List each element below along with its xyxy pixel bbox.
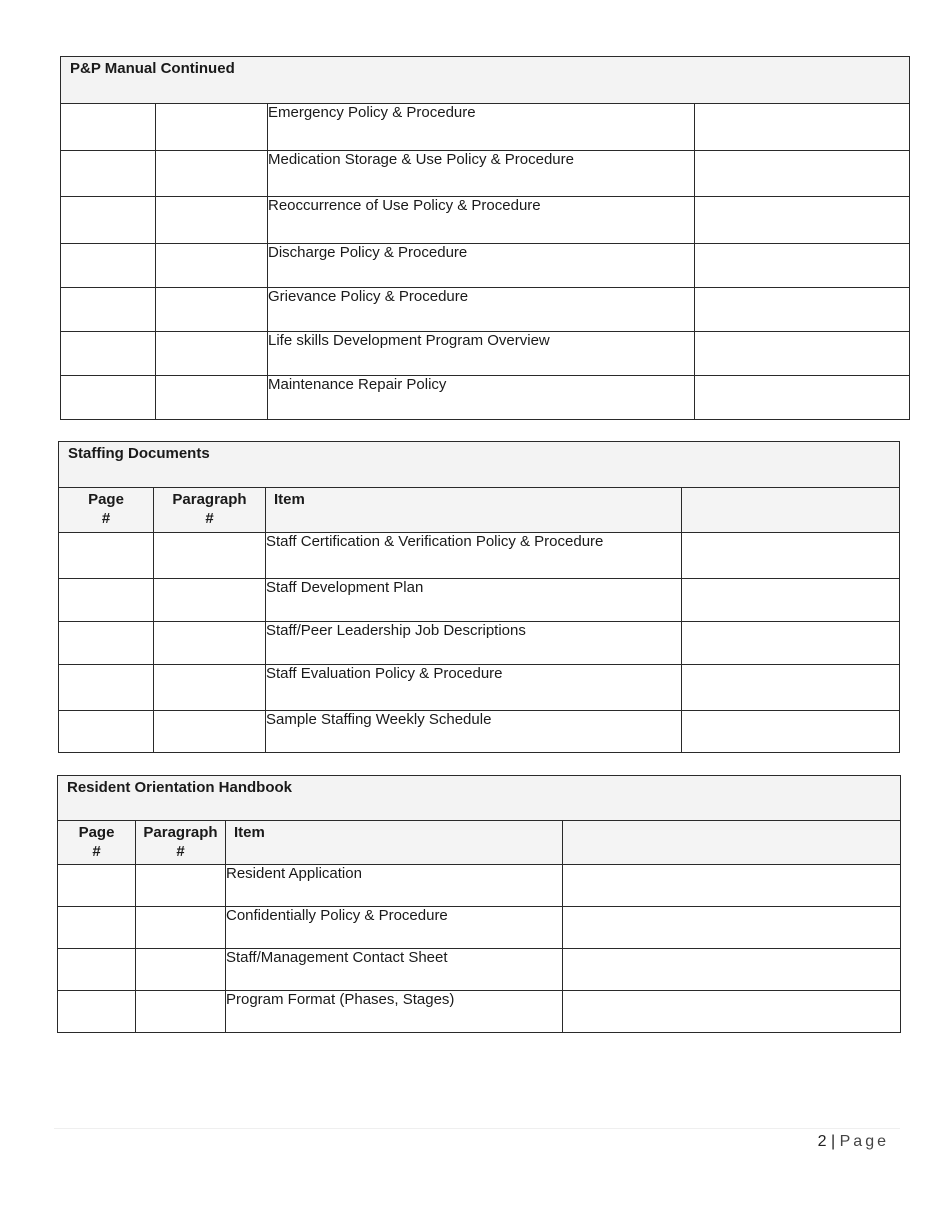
item-cell: Staff Development Plan (266, 579, 682, 622)
table-row (61, 376, 910, 420)
page-number: 2 (817, 1133, 827, 1150)
item-cell: Staff Certification & Verification Policy & Procedure (266, 533, 682, 579)
paragraph-cell (156, 151, 268, 197)
table-row (58, 865, 901, 907)
section-title: P&P Manual Continued (61, 57, 910, 104)
table-row (59, 533, 900, 579)
paragraph-cell (154, 579, 266, 622)
table-row (59, 622, 900, 665)
page-cell (61, 288, 156, 332)
paragraph-cell (156, 288, 268, 332)
table-row (61, 244, 910, 288)
page-label: Page (839, 1133, 889, 1150)
paragraph-cell (154, 622, 266, 665)
notes-cell (682, 579, 900, 622)
item-cell: Sample Staffing Weekly Schedule (266, 711, 682, 753)
item-cell: Emergency Policy & Procedure (268, 104, 695, 151)
paragraph-header: Paragraph # (136, 821, 226, 865)
notes-cell (682, 711, 900, 753)
section-title: Staffing Documents (59, 442, 900, 488)
page-cell (58, 907, 136, 949)
item-cell: Confidentially Policy & Procedure (226, 907, 563, 949)
notes-cell (695, 332, 910, 376)
paragraph-cell (156, 197, 268, 244)
notes-cell (682, 665, 900, 711)
paragraph-cell (154, 665, 266, 711)
table-row (61, 151, 910, 197)
page-cell (59, 622, 154, 665)
paragraph-cell (136, 991, 226, 1033)
page-cell (58, 949, 136, 991)
table-row (61, 332, 910, 376)
page-cell (59, 665, 154, 711)
page-separator: | (831, 1133, 836, 1150)
paragraph-cell (154, 711, 266, 753)
paragraph-cell (136, 907, 226, 949)
notes-cell (695, 376, 910, 420)
item-cell: Reoccurrence of Use Policy & Procedure (268, 197, 695, 244)
page-cell (61, 104, 156, 151)
notes-header (563, 821, 901, 865)
resident-orientation-handbook-table (57, 775, 901, 1033)
notes-cell (695, 197, 910, 244)
page-header: Page # (58, 821, 136, 865)
page-cell (61, 332, 156, 376)
page-cell (61, 151, 156, 197)
item-cell: Discharge Policy & Procedure (268, 244, 695, 288)
paragraph-cell (156, 104, 268, 151)
notes-cell (682, 622, 900, 665)
paragraph-cell (156, 376, 268, 420)
table-row (58, 907, 901, 949)
section-title: Resident Orientation Handbook (58, 776, 901, 821)
item-cell: Life skills Development Program Overview (268, 332, 695, 376)
paragraph-cell (154, 533, 266, 579)
page-cell (58, 991, 136, 1033)
paragraph-cell (156, 332, 268, 376)
table-row (58, 949, 901, 991)
page-cell (59, 579, 154, 622)
footer-rule (54, 1128, 900, 1129)
item-cell: Program Format (Phases, Stages) (226, 991, 563, 1033)
table-row (59, 665, 900, 711)
item-header: Item (266, 488, 682, 533)
notes-header (682, 488, 900, 533)
page-cell (61, 376, 156, 420)
page-cell (59, 533, 154, 579)
paragraph-cell (136, 949, 226, 991)
staffing-documents-table (58, 441, 900, 753)
table-row (61, 288, 910, 332)
item-cell: Staff/Management Contact Sheet (226, 949, 563, 991)
pp-manual-continued-table (60, 56, 910, 420)
page-cell (61, 244, 156, 288)
notes-cell (695, 151, 910, 197)
notes-cell (563, 991, 901, 1033)
page-cell (59, 711, 154, 753)
table-row (61, 197, 910, 244)
notes-cell (682, 533, 900, 579)
notes-cell (563, 907, 901, 949)
table-row (61, 104, 910, 151)
item-cell: Staff Evaluation Policy & Procedure (266, 665, 682, 711)
notes-cell (695, 104, 910, 151)
notes-cell (695, 288, 910, 332)
item-header: Item (226, 821, 563, 865)
page-cell (58, 865, 136, 907)
notes-cell (563, 949, 901, 991)
item-cell: Staff/Peer Leadership Job Descriptions (266, 622, 682, 665)
table-row (59, 711, 900, 753)
notes-cell (563, 865, 901, 907)
paragraph-cell (156, 244, 268, 288)
header-row (58, 821, 901, 865)
header-row (59, 488, 900, 533)
notes-cell (695, 244, 910, 288)
page-header: Page # (59, 488, 154, 533)
item-cell: Medication Storage & Use Policy & Procedure (268, 151, 695, 197)
table-row (58, 991, 901, 1033)
page-number-footer (818, 1133, 889, 1151)
page-cell (61, 197, 156, 244)
paragraph-header: Paragraph # (154, 488, 266, 533)
paragraph-cell (136, 865, 226, 907)
item-cell: Grievance Policy & Procedure (268, 288, 695, 332)
item-cell: Resident Application (226, 865, 563, 907)
item-cell: Maintenance Repair Policy (268, 376, 695, 420)
table-row (59, 579, 900, 622)
